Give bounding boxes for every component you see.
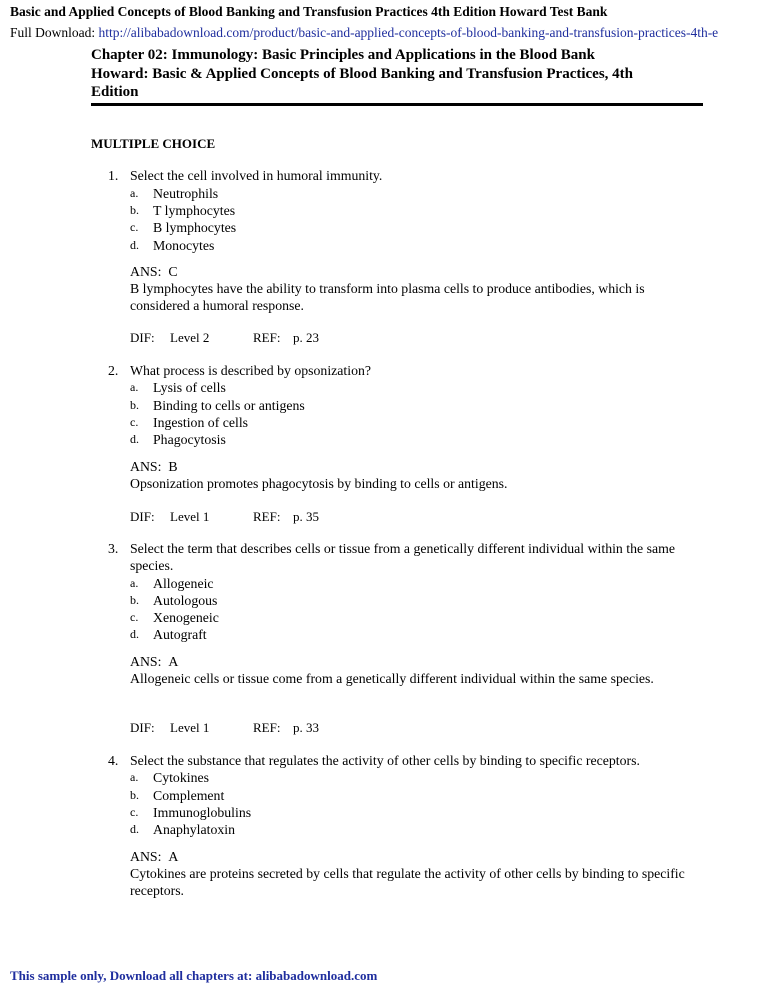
answer-line	[130, 848, 700, 865]
option-letter: d.	[130, 822, 139, 836]
document-title: Basic and Applied Concepts of Blood Banking and Transfusion Practices 4th Edition Howard Test Bank	[10, 4, 608, 19]
option-letter: a.	[130, 380, 139, 394]
answer-explanation: Opsonization promotes phagocytosis by binding to cells or antigens.	[130, 476, 508, 491]
ref-value: p. 23	[293, 330, 319, 345]
dif-label: DIF:	[130, 720, 155, 735]
question-number: 4.	[108, 753, 119, 768]
answer-label: ANS:	[130, 654, 162, 669]
question-text: Select the substance that regulates the activity of other cells by binding to specific receptors.	[130, 753, 640, 768]
option-text: Binding to cells or antigens	[153, 398, 305, 413]
option-letter: d.	[130, 238, 139, 252]
option-text: Phagocytosis	[153, 432, 226, 447]
ref-label: REF:	[253, 720, 281, 735]
answer-explanation: B lymphocytes have the ability to transform into plasma cells to produce antibodies, which is considered a humoral response.	[130, 281, 645, 313]
option-text: Autograft	[153, 627, 207, 642]
download-label: Full Download:	[10, 25, 96, 40]
option-letter: c.	[130, 415, 139, 429]
dif-value: Level 1	[170, 720, 210, 735]
option-letter: b.	[130, 398, 139, 412]
option-letter: d.	[130, 432, 139, 446]
answer-explanation: Allogeneic cells or tissue come from a genetically different individual within the same species.	[130, 671, 654, 686]
option-letter: d.	[130, 627, 139, 641]
option-letter: c.	[130, 610, 139, 624]
option-text: Ingestion of cells	[153, 415, 249, 430]
option-letter: a.	[130, 770, 139, 784]
answer-label: ANS:	[130, 264, 162, 279]
option-letter: b.	[130, 788, 139, 802]
book-edition: Edition	[91, 84, 139, 100]
option-text: Monocytes	[153, 238, 215, 253]
question-number: 1.	[108, 168, 119, 183]
option-text: Immunoglobulins	[153, 805, 252, 820]
answer-value: B	[168, 459, 178, 474]
question-number: 3.	[108, 541, 119, 556]
answer-explanation: Cytokines are proteins secreted by cells that regulate the activity of other cells by binding to specific receptors.	[130, 866, 685, 898]
option-letter: b.	[130, 593, 139, 607]
section-title: MULTIPLE CHOICE	[91, 136, 216, 151]
option-text: Anaphylatoxin	[153, 822, 235, 837]
option-text: Complement	[153, 788, 225, 803]
answer-value: A	[168, 849, 179, 864]
answer-value: C	[168, 264, 178, 279]
dif-value: Level 1	[170, 509, 210, 524]
option-letter: c.	[130, 220, 139, 234]
question-text: What process is described by opsonization?	[130, 363, 371, 378]
option-text: Neutrophils	[153, 186, 219, 201]
option-text: Xenogeneic	[153, 610, 219, 625]
option-text: Allogeneic	[153, 576, 214, 591]
answer-line	[130, 653, 700, 670]
answer-label: ANS:	[130, 459, 162, 474]
question-text: Select the cell involved in humoral immunity.	[130, 168, 383, 183]
answer-block	[130, 458, 700, 492]
option-text: T lymphocytes	[153, 203, 236, 218]
ref-value: p. 33	[293, 720, 319, 735]
ref-label: REF:	[253, 509, 281, 524]
option-letter: c.	[130, 805, 139, 819]
ref-value: p. 35	[293, 509, 319, 524]
download-link[interactable]: http://alibabadownload.com/product/basic-and-applied-concepts-of-blood-banking-and-transfusion-practices-4th-e	[98, 25, 719, 40]
dif-label: DIF:	[130, 509, 155, 524]
difficulty-line	[130, 330, 319, 346]
option-text: Autologous	[153, 593, 218, 608]
question-text: Select the term that describes cells or tissue from a genetically different individual within the same species.	[130, 541, 675, 573]
full-download-line	[10, 25, 718, 41]
difficulty-line	[130, 509, 319, 525]
option-text: B lymphocytes	[153, 220, 237, 235]
book-title: Howard: Basic & Applied Concepts of Blood Banking and Transfusion Practices, 4th	[91, 65, 634, 82]
answer-line	[130, 263, 700, 280]
dif-label: DIF:	[130, 330, 155, 345]
option-text: Lysis of cells	[153, 380, 226, 395]
option-text: Cytokines	[153, 770, 209, 785]
option-letter: a.	[130, 576, 139, 590]
dif-value: Level 2	[170, 330, 210, 345]
difficulty-line	[130, 720, 319, 736]
option-letter: a.	[130, 186, 139, 200]
answer-label: ANS:	[130, 849, 162, 864]
ref-label: REF:	[253, 330, 281, 345]
chapter-title: Chapter 02: Immunology: Basic Principles and Applications in the Blood Bank	[91, 47, 595, 63]
answer-block	[130, 653, 700, 687]
answer-block	[130, 263, 700, 314]
option-letter: b.	[130, 203, 139, 217]
heading-divider	[91, 103, 703, 106]
answer-block	[130, 848, 700, 899]
footer-download-notice[interactable]: This sample only, Download all chapters at: alibabadownload.com	[10, 968, 378, 983]
chapter-heading	[91, 46, 711, 102]
answer-line	[130, 458, 700, 475]
answer-value: A	[168, 654, 179, 669]
question-number: 2.	[108, 363, 119, 378]
